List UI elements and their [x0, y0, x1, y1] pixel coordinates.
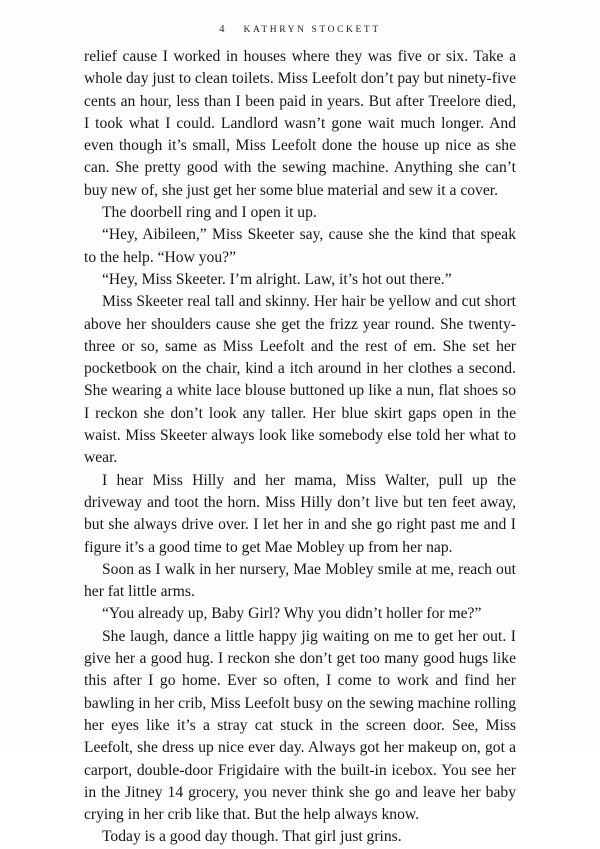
paragraph: Miss Skeeter real tall and skinny. Her hair be yellow and cut short above her shoulders cause she get the frizz year round. She twenty-three or so, same as Miss Leefolt and the rest of em. She set her pocketbook on the chair, kind a itch around in her clothes a second. She wearing a white lace blouse buttoned up like a nun, flat shoes so I reckon she don’t look any taller. Her blue skirt gaps open in the waist. Miss Skeeter always look like somebody else told her what to wear. — [84, 293, 516, 467]
paragraph: relief cause I worked in houses where they was five or six. Take a whole day just to clean toilets. Miss Leefolt don’t pay but ninety-five cents an hour, less than I been paid in years. But after Treelore died, I took what I could. Landlord wasn’t gone wait much longer. And even though it’s small, Miss Leefolt done the house up nice as she can. She pretty good with the sewing machine. Anything she can’t buy new of, she just get her some blue material and sew it a cover. — [84, 48, 516, 199]
paragraph: Today is a good day though. That girl just grins. — [102, 828, 402, 846]
paragraph: The doorbell ring and I open it up. — [102, 204, 317, 222]
paragraph: She laugh, dance a little happy jig waiting on me to get her out. I give her a good hug. I reckon she don’t get too many good hugs like this after I go home. Ever so often, I come to work and find her bawling in her crib, Miss Leefolt busy on the sewing machine rolling her eyes like it’s a stray cat stuck in the screen door. See, Miss Leefolt, she dress up nice ever day. Always got her makeup on, got a carport, double-door Frigidaire with the built-in icebox. You see her in the Jitney 14 grocery, you never think she go and leave her baby crying in her crib like that. But the help always know. — [84, 627, 516, 824]
paragraph: “You already up, Baby Girl? Why you didn’t holler for me?” — [102, 605, 482, 623]
paragraph: “Hey, Aibileen,” Miss Skeeter say, cause she the kind that speak to the help. “How you?” — [84, 226, 516, 266]
paragraph: Soon as I walk in her nursery, Mae Mobley smile at me, reach out her fat little arms. — [84, 560, 516, 601]
body-text — [84, 46, 516, 849]
running-head-author: KATHRYN STOCKETT — [243, 25, 381, 35]
paragraph: I hear Miss Hilly and her mama, Miss Walter, pull up the driveway and toot the horn. Miss Hilly don’t live but ten feet away, but she always drive over. I let her in and she go right past me and I figure it’s a good time to get Mae Mobley up from her nap. — [84, 471, 516, 556]
paragraph: “Hey, Miss Skeeter. I’m alright. Law, it’s hot out there.” — [102, 270, 452, 288]
page-number: 4 — [219, 24, 225, 35]
running-head — [84, 24, 516, 35]
